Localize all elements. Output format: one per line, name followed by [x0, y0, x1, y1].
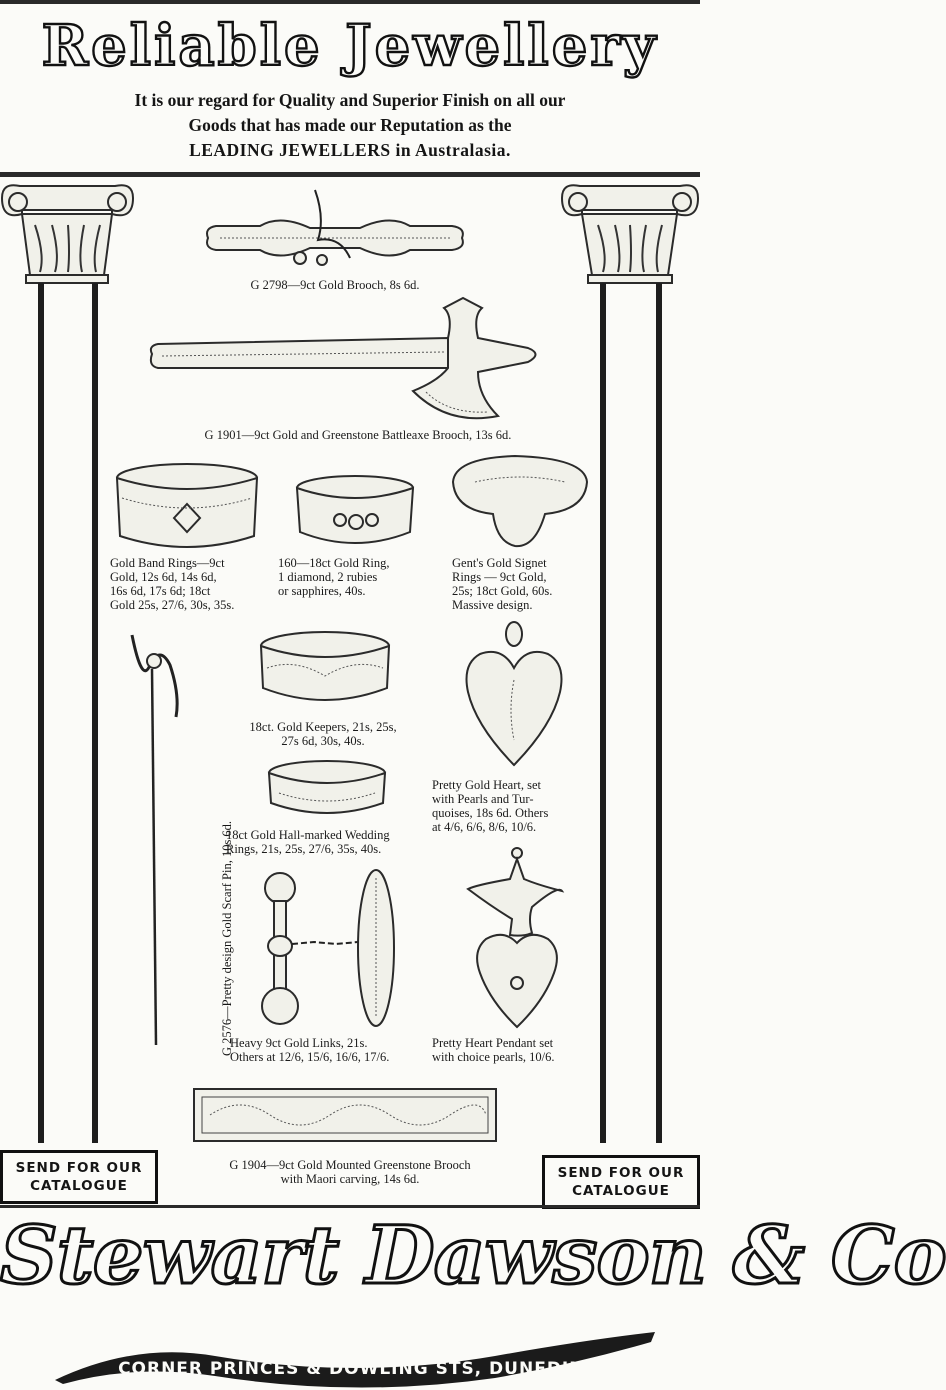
gold-heart-caption: Pretty Gold Heart, set with Pearls and Tur- quoises, 18s 6d. Others at 4/6, 6/6, 8/6, 10/6.	[432, 778, 549, 834]
address-banner	[55, 1322, 655, 1386]
wedding-ring-image	[265, 757, 390, 823]
address-text: CORNER PRINCES & DOWLING STS, DUNEDIN.	[118, 1359, 592, 1379]
section-rule	[0, 172, 700, 177]
tagline-line-3: LEADING JEWELLERS in Australasia.	[189, 140, 511, 160]
gold-links-image	[252, 868, 402, 1030]
gold-heart-image	[462, 620, 567, 770]
ring-160-caption: 160—18ct Gold Ring, 1 diamond, 2 rubies or sapphires, 40s.	[278, 556, 390, 598]
band-rings-caption: Gold Band Rings—9ct Gold, 12s 6d, 14s 6d, 16s 6d, 17s 6d; 18ct Gold 25s, 27/6, 30s, 35s.	[110, 556, 235, 612]
battleaxe-brooch-image	[148, 296, 548, 426]
gold-links-caption: Heavy 9ct Gold Links, 21s. Others at 12/6, 15/6, 16/6, 17/6.	[230, 1036, 390, 1064]
heart-pendant-caption: Pretty Heart Pendant set with choice pearls, 10/6.	[432, 1036, 555, 1064]
greenstone-brooch-image	[190, 1085, 500, 1145]
right-column-pillar	[560, 180, 700, 1160]
gold-band-ring-image	[112, 458, 262, 558]
signet-ring-image	[445, 452, 595, 552]
battleaxe-1901-caption: G 1901—9ct Gold and Greenstone Battleaxe Brooch, 13s 6d.	[204, 428, 512, 442]
headline: Reliable Jewellery	[41, 13, 659, 79]
tagline-line-2: Goods that has made our Reputation as the	[188, 115, 512, 135]
heart-pendant-image	[462, 845, 572, 1035]
scarf-pin-image	[120, 625, 190, 1055]
brooch-1904-caption: G 1904—9ct Gold Mounted Greenstone Brooch with Maori carving, 14s 6d.	[229, 1158, 471, 1186]
send-catalogue-right[interactable]: SEND FOR OUR CATALOGUE	[542, 1155, 700, 1209]
wedding-rings-caption: 18ct Gold Hall-marked Wedding Rings, 21s, 25s, 27/6, 35s, 40s.	[226, 828, 390, 856]
send-catalogue-left[interactable]: SEND FOR OUR CATALOGUE	[0, 1150, 158, 1204]
brooch-2798-caption: G 2798—9ct Gold Brooch, 8s 6d.	[250, 278, 420, 292]
diamond-ruby-ring-image	[290, 472, 420, 552]
signet-rings-caption: Gent's Gold Signet Rings — 9ct Gold, 25s; 18ct Gold, 60s. Massive design.	[452, 556, 553, 612]
top-rule	[0, 0, 700, 4]
tagline-line-1: It is our regard for Quality and Superior Finish on all our	[134, 90, 566, 110]
company-logo-script: Stewart Dawson & Co	[0, 1208, 946, 1302]
gold-keepers-ring-image	[255, 628, 395, 710]
left-column-pillar	[0, 180, 135, 1160]
keepers-caption: 18ct. Gold Keepers, 21s, 25s, 27s 6d, 30s, 40s.	[249, 720, 397, 748]
gold-brooch-image	[200, 188, 470, 276]
scarf-pin-caption: G 2576—Pretty design Gold Scarf Pin, 10s 6d.	[220, 820, 234, 1056]
